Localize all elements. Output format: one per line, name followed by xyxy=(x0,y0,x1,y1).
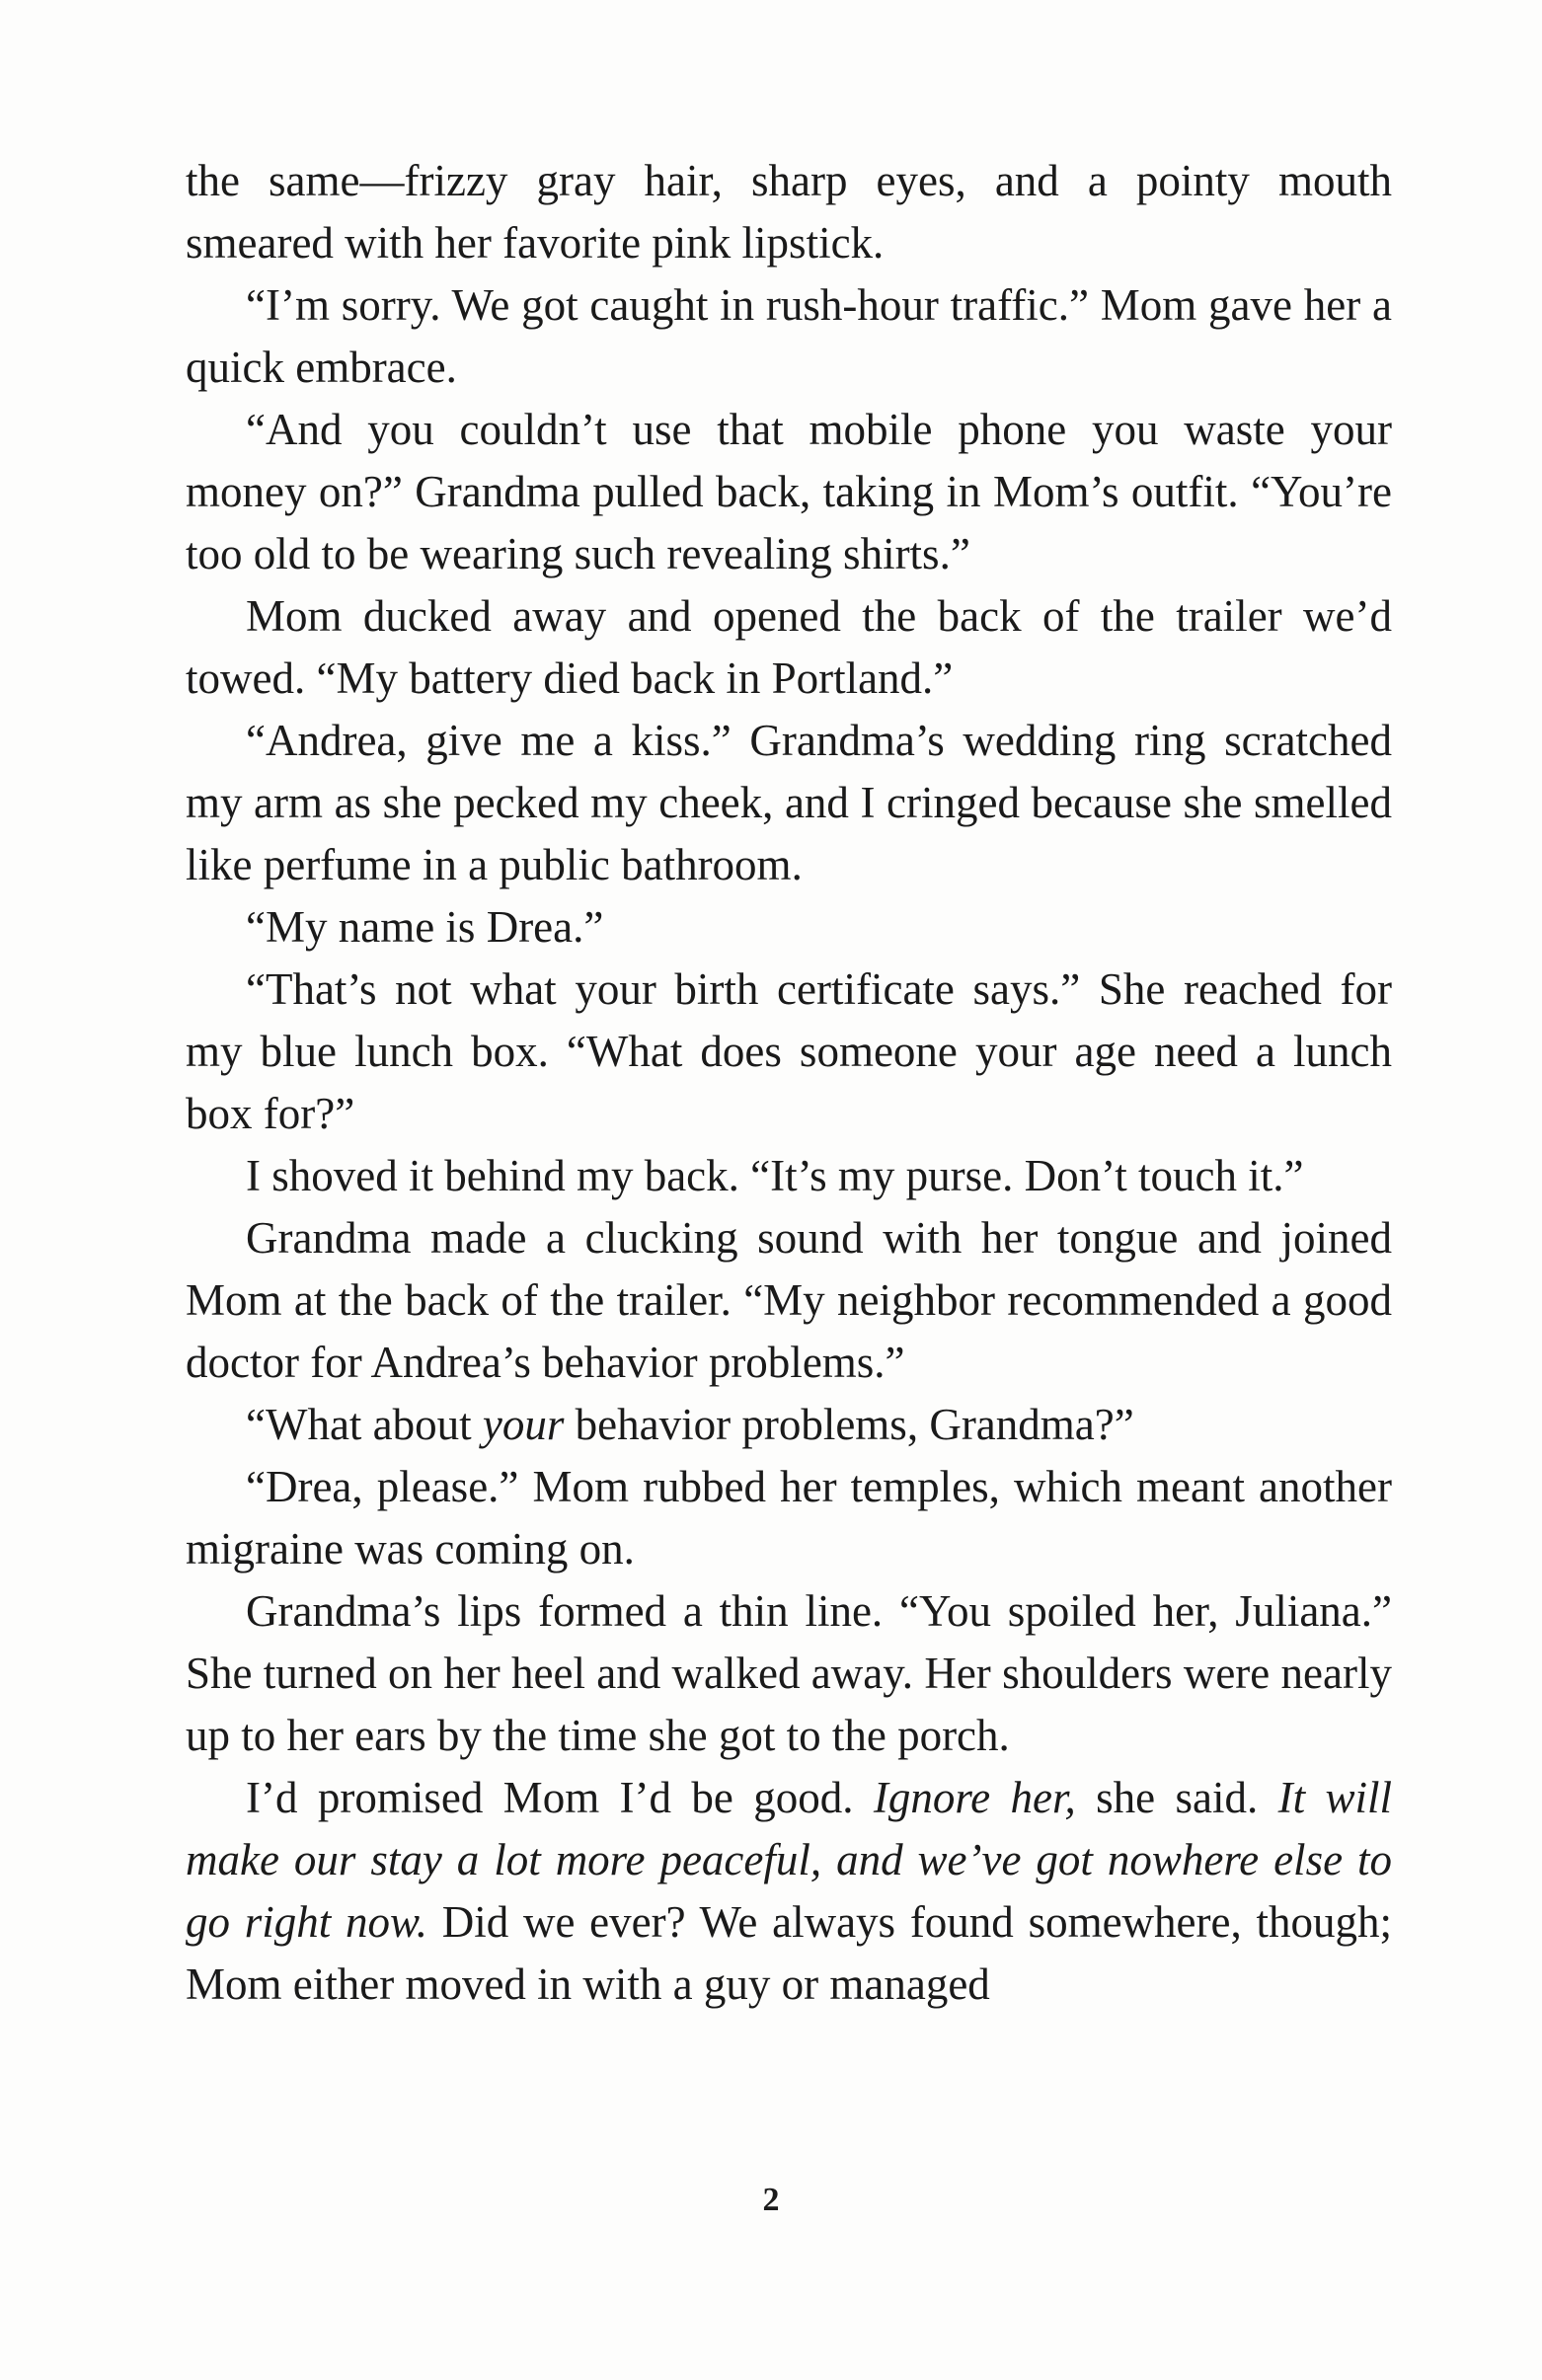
text-run: Mom ducked away and opened the back of the trailer we’d towed. “My battery died back in Portland.” xyxy=(186,591,1392,703)
text-run: I’d promised Mom I’d be good. xyxy=(246,1773,874,1822)
text-run: “Drea, please.” Mom rubbed her temples, which meant another migraine was coming on. xyxy=(186,1462,1392,1574)
text-run: “Andrea, give me a kiss.” Grandma’s wedding ring scratched my arm as she pecked my cheek, and I cringed because she smelled like perfume in a public bathroom. xyxy=(186,716,1392,889)
italic-run: your xyxy=(482,1400,565,1449)
text-run: behavior problems, Grandma?” xyxy=(564,1400,1134,1449)
paragraph xyxy=(186,1394,1392,1456)
paragraph xyxy=(186,1207,1392,1394)
paragraph xyxy=(186,399,1392,585)
paragraph xyxy=(186,896,1392,959)
paragraph xyxy=(186,1456,1392,1580)
paragraph xyxy=(186,959,1392,1145)
text-run: “What about xyxy=(246,1400,483,1449)
paragraph xyxy=(186,150,1392,274)
body-text xyxy=(186,150,1392,2016)
paragraph xyxy=(186,1767,1392,2016)
text-run: Grandma’s lips formed a thin line. “You spoiled her, Juliana.” She turned on her heel and walked away. Her shoulders were nearly up to her ears by the time she got to the porch. xyxy=(186,1586,1392,1760)
italic-run: It will make our stay a lot more peaceful, and we’ve got nowhere else to go right now. xyxy=(186,1773,1392,1947)
text-run: “My name is Drea.” xyxy=(246,902,604,952)
paragraph xyxy=(186,710,1392,896)
text-run: “I’m sorry. We got caught in rush-hour traffic.” Mom gave her a quick embrace. xyxy=(186,280,1392,392)
paragraph xyxy=(186,1580,1392,1767)
text-run: the same—frizzy gray hair, sharp eyes, and a pointy mouth smeared with her favorite pink lipstick. xyxy=(186,156,1392,268)
italic-run: Ignore her, xyxy=(873,1773,1076,1822)
text-run: I shoved it behind my back. “It’s my purse. Don’t touch it.” xyxy=(246,1151,1304,1200)
text-run: Grandma made a clucking sound with her tongue and joined Mom at the back of the trailer. “My neighbor recommended a good doctor for Andrea’s behavior problems.” xyxy=(186,1213,1392,1387)
paragraph xyxy=(186,1145,1392,1207)
text-run: Did we ever? We always found somewhere, though; Mom either moved in with a guy or managed xyxy=(186,1897,1392,2009)
paragraph xyxy=(186,585,1392,710)
paragraph xyxy=(186,274,1392,399)
text-run: “And you couldn’t use that mobile phone you waste your money on?” Grandma pulled back, taking in Mom’s outfit. “You’re too old to be wearing such revealing shirts.” xyxy=(186,405,1392,578)
text-run: she said. xyxy=(1075,1773,1278,1822)
page-number: 2 xyxy=(762,2182,780,2218)
text-run: “That’s not what your birth certificate says.” She reached for my blue lunch box. “What does someone your age need a lunch box for?” xyxy=(186,964,1392,1138)
